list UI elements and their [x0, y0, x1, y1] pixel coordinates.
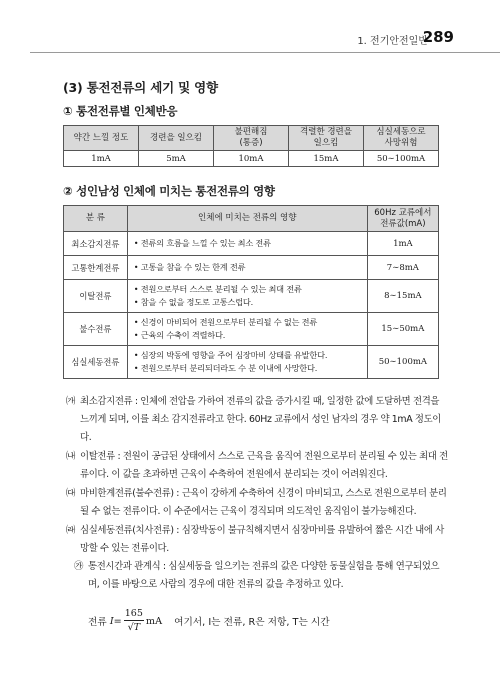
subparagraph-text: 통전시간과 관계식 : 심실세동을 일으키는 전류의 값은 다양한 동물실험을 통해 연구되었으며, 이를 바탕으로 사람의 경우에 대한 전류의 값을 추정하고 있다. [88, 561, 440, 590]
table-row [64, 280, 439, 313]
fraction-numerator: 165 [124, 608, 143, 619]
table-header-cell: 불편해짐 (통증) [214, 126, 289, 151]
fraction-denominator: √T [127, 622, 141, 633]
paragraph-text: 최소감지전류 : 인체에 전압을 가하여 전류의 값을 증가시킬 때, 일정한 값에 도달하면 전격을 느끼게 되며, 이를 최소 감지전류라고 한다. 60Hz 교류에서 성인 남자의 경우 약 1mA 정도이다. [80, 396, 442, 443]
table-header-cell: 경련을 일으킴 [139, 126, 214, 151]
effect-cell: • 신경이 마비되어 전원으로부터 분리될 수 없는 전류 • 근육의 수축이 격렬하다. [127, 313, 367, 346]
table-row [64, 256, 439, 280]
effect-item: 고통을 참을 수 있는 한계 전류 [140, 262, 246, 272]
current-cell: 50∼100mA [367, 346, 438, 379]
current-response-table [63, 125, 439, 167]
subparagraph-label: ㉮ [74, 561, 84, 572]
effect-item: 참을 수 없을 정도로 고통스럽다. [140, 297, 254, 307]
effect-cell: • 전류의 흐름을 느낄 수 있는 최소 전류 [127, 232, 367, 256]
current-formula [88, 603, 330, 639]
table-cell: 5mA [139, 151, 214, 167]
effect-cell: • 고통을 참을 수 있는 한계 전류 [127, 256, 367, 280]
page-header [30, 27, 500, 49]
current-cell: 8∼15mA [367, 280, 438, 313]
effect-cell: • 심장의 박동에 영향을 주어 심장마비 상태를 유발한다. • 전원으로부터 분리되더라도 수 분 이내에 사망한다. [127, 346, 367, 379]
paragraph-label: ㈑ [66, 525, 76, 536]
effect-item: 심장의 박동에 영향을 주어 심장마비 상태를 유발한다. [140, 350, 328, 360]
subsection-title-1: ① 통전전류별 인체반응 [63, 104, 178, 118]
header-divider [30, 52, 500, 53]
category-cell: 이탈전류 [64, 280, 128, 313]
effect-item: 전류의 흐름을 느낄 수 있는 최소 전류 [140, 238, 271, 248]
formula-fraction [124, 608, 144, 634]
category-cell: 불수전류 [64, 313, 128, 346]
paragraph-text: 심실세동전류(치사전류) : 심장박동이 불규칙해지면서 심장마비를 유발하여 짧은 시간 내에 사망할 수 있는 전류이다. [80, 525, 444, 554]
paragraph-label: ㈏ [66, 451, 76, 462]
table-row [64, 313, 439, 346]
paragraph-let-go-current [66, 448, 450, 484]
table-header-cell: 약간 느낄 정도 [64, 126, 139, 151]
paragraph-text: 이탈전류 : 전원이 공급된 상태에서 스스로 근육을 움직여 전원으로부터 분리될 수 있는 최대 전류이다. 이 값을 초과하면 근육이 수축하여 전원에서 분리되는 것이 어려워진다. [80, 451, 448, 480]
formula-equals: = [113, 615, 122, 627]
table-header-cell: 분 류 [64, 206, 128, 232]
paragraph-fibrillation-current [66, 522, 450, 594]
paragraph-label: ㈎ [66, 396, 76, 407]
paragraph-text: 마비한계전류(불수전류) : 근육이 강하게 수축하여 신경이 마비되고, 스스로 전원으로부터 분리될 수 없는 전류이다. 이 수준에서는 근육이 경직되며 의도적인 움직임이 불가능해진다. [80, 488, 447, 517]
paragraph-paralysis-current [66, 485, 450, 521]
effect-item: 신경이 마비되어 전원으로부터 분리될 수 없는 전류 [140, 317, 318, 327]
subparagraph-relation [74, 558, 450, 594]
page-number: 289 [422, 28, 454, 46]
paragraph-label: ㈐ [66, 488, 76, 499]
table-header-cell: 인체에 미치는 전류의 영향 [127, 206, 367, 232]
formula-variable: I [109, 615, 114, 627]
table-cell: 50∼100mA [364, 151, 439, 167]
subsection-title-2: ② 성인남성 인체에 미치는 통전전류의 영향 [63, 184, 275, 198]
effect-cell: • 전원으로부터 스스로 분리될 수 있는 최대 전류 • 참을 수 없을 정도로 고통스럽다. [127, 280, 367, 313]
category-cell: 고통한계전류 [64, 256, 128, 280]
effect-item: 근육의 수축이 격렬하다. [140, 330, 226, 340]
effect-item: 전원으로부터 스스로 분리될 수 있는 최대 전류 [140, 284, 302, 294]
current-cell: 15∼50mA [367, 313, 438, 346]
table-cell: 1mA [64, 151, 139, 167]
current-effects-table [63, 205, 439, 379]
table-cell: 15mA [289, 151, 364, 167]
formula-note: 여기서, I는 전류, R은 저항, T는 시간 [174, 617, 330, 628]
paragraph-min-sensing-current [66, 393, 450, 447]
category-cell: 최소감지전류 [64, 232, 128, 256]
effect-item: 전원으로부터 분리되더라도 수 분 이내에 사망한다. [140, 363, 318, 373]
category-cell: 심실세동전류 [64, 346, 128, 379]
table-header-cell: 60Hz 교류에서 전류값(mA) [367, 206, 438, 232]
section-title: (3) 통전전류의 세기 및 영향 [63, 80, 218, 95]
chapter-title: 1. 전기안전일반 [357, 36, 428, 47]
current-cell: 1mA [367, 232, 438, 256]
table-header-cell: 격렬한 경련을 일으킴 [289, 126, 364, 151]
formula-unit: mA [145, 615, 163, 627]
table-header-cell: 심실세동으로 사망위험 [364, 126, 439, 151]
formula-prefix: 전류 [88, 617, 107, 628]
table-row [64, 346, 439, 379]
table-cell: 10mA [214, 151, 289, 167]
current-cell: 7∼8mA [367, 256, 438, 280]
table-row [64, 232, 439, 256]
table-row [64, 151, 439, 167]
